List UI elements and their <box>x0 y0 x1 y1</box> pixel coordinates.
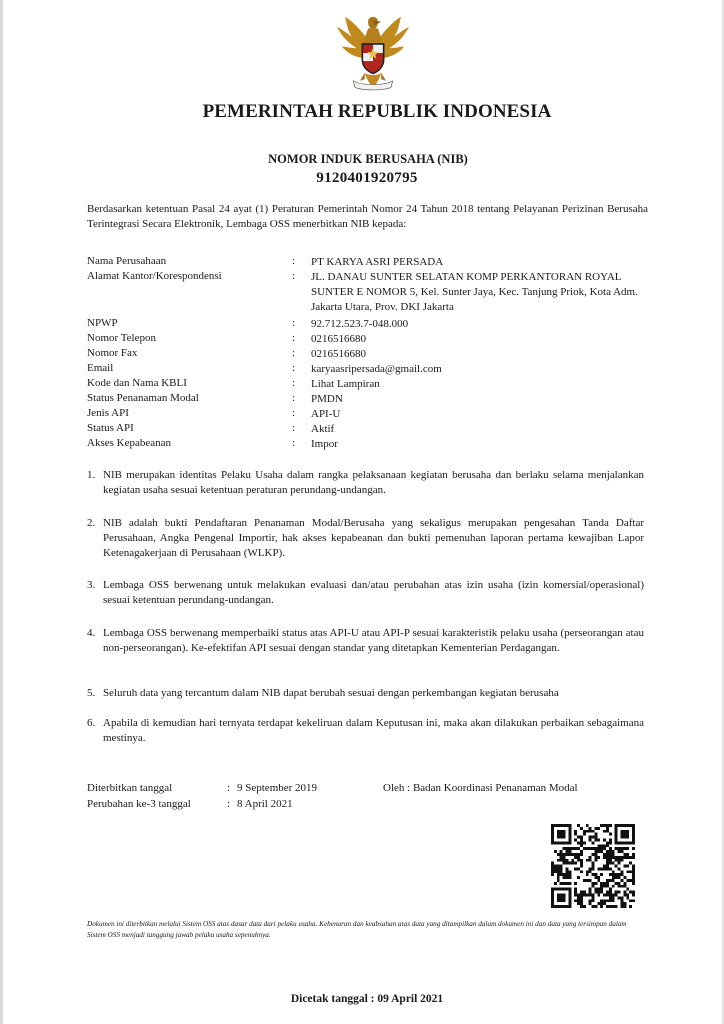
field-value: karyaasripersada@gmail.com <box>311 363 442 375</box>
issued-row <box>87 782 647 797</box>
field-value: PT KARYA ASRI PERSADA <box>311 256 444 268</box>
note-text: NIB merupakan identitas Pelaku Usaha dalam rangka pelaksanaan kegiatan berusaha dan berlaku selama menjalankan kegiatan usaha sesuai ketentuan peraturan perundang-undangan. <box>103 469 644 496</box>
document-title: NOMOR INDUK BERUSAHA (NIB) <box>268 152 468 166</box>
field-colon: : <box>292 347 296 359</box>
field-row <box>87 437 657 452</box>
field-label: Email <box>87 362 114 374</box>
issued-date: 9 September 2019 <box>237 782 318 794</box>
note-number: 6. <box>87 717 96 729</box>
note-number: 5. <box>87 687 96 699</box>
issuer: Oleh : Badan Koordinasi Penanaman Modal <box>383 782 578 794</box>
field-row <box>87 347 657 362</box>
note-text: NIB adalah bukti Pendaftaran Penanaman Modal/Berusaha yang sekaligus merupakan pengesahan Tanda Daftar Perusahaan, Angka Pengenal Importir, hak akses kepabeanan dan bukti pemenuhan laporan pertama kewajiban Lapor Ketenagakerjaan di Perusahaan (WLKP). <box>103 517 644 559</box>
note-text: Apabila di kemudian hari ternyata terdapat kekeliruan dalam Keputusan ini, maka akan dilakukan perbaikan sebagaimana mestinya. <box>103 717 644 744</box>
field-colon: : <box>292 255 296 267</box>
field-label: Nama Perusahaan <box>87 255 167 267</box>
field-colon: : <box>292 407 296 419</box>
field-label: Nomor Telepon <box>87 332 156 344</box>
field-colon: : <box>292 392 296 404</box>
field-row <box>87 407 657 422</box>
garuda-emblem-icon <box>332 12 414 94</box>
government-title: PEMERINTAH REPUBLIK INDONESIA <box>202 101 552 122</box>
field-label: Kode dan Nama KBLI <box>87 377 187 389</box>
field-value: PMDN <box>311 393 343 405</box>
intro-paragraph: Berdasarkan ketentuan Pasal 24 ayat (1) Peraturan Pemerintah Nomor 24 Tahun 2018 tentang Pelayanan Perizinan Berusaha Terintegrasi Secara Elektronik, Lembaga OSS menerbitkan NIB kepada: <box>87 203 648 230</box>
change-row <box>87 798 647 813</box>
field-row <box>87 362 657 377</box>
field-colon: : <box>292 317 296 329</box>
field-value: API-U <box>311 408 341 420</box>
field-colon: : <box>292 332 296 344</box>
disclaimer: Dokumen ini diterbitkan melalui Sistem OSS atas dasar data dari pelaku usaha. Kebenaran dan keabsahan atas data yang ditampilkan dalam dokumen ini dan data yang tersimpan dalam Sistem OSS menjadi tanggung jawab pelaku usaha sepenuhnya. <box>87 920 627 939</box>
field-row <box>87 255 657 270</box>
field-label: Status API <box>87 422 134 434</box>
field-colon: : <box>292 270 296 282</box>
note-text: Seluruh data yang tercantum dalam NIB dapat berubah sesuai dengan perkembangan kegiatan berusaha <box>103 687 559 699</box>
note-text: Lembaga OSS berwenang memperbaiki status atas API-U atau API-P sesuai karakteristik pelaku usaha (perseorangan atau non-perseorangan). Ke-efektifan API sesuai dengan standar yang ditetapkan Kementerian Perdagangan. <box>103 627 644 654</box>
field-label: Alamat Kantor/Korespondensi <box>87 270 222 282</box>
change-date: 8 April 2021 <box>237 798 293 810</box>
field-label: Nomor Fax <box>87 347 138 359</box>
note-number: 1. <box>87 469 96 481</box>
change-label: Perubahan ke-3 tanggal <box>87 798 191 810</box>
field-colon: : <box>292 377 296 389</box>
field-colon: : <box>292 362 296 374</box>
qr-code-icon <box>551 824 635 908</box>
issuance-block <box>87 782 647 814</box>
field-row <box>87 422 657 437</box>
field-value: 0216516680 <box>311 348 366 360</box>
field-value: 92.712.523.7-048.000 <box>311 318 409 330</box>
field-label: NPWP <box>87 317 118 329</box>
note-text: Lembaga OSS berwenang untuk melakukan evaluasi dan/atau perubahan atas izin usaha (izin komersial/operasional) sesuai ketentuan perundang-undangan. <box>103 579 644 606</box>
field-value: Impor <box>311 438 338 450</box>
note-number: 4. <box>87 627 96 639</box>
field-row <box>87 317 657 332</box>
field-row <box>87 377 657 392</box>
field-row <box>87 392 657 407</box>
change-colon: : <box>227 798 231 810</box>
field-colon: : <box>292 422 296 434</box>
issued-label: Diterbitkan tanggal <box>87 782 173 794</box>
note-number: 3. <box>87 579 96 591</box>
field-row <box>87 332 657 347</box>
printed-date: Dicetak tanggal : 09 April 2021 <box>290 993 444 1005</box>
field-colon: : <box>292 437 296 449</box>
field-value: Aktif <box>311 423 335 435</box>
field-value: Lihat Lampiran <box>311 378 380 390</box>
note-number: 2. <box>87 517 96 529</box>
field-row <box>87 270 657 316</box>
field-label: Jenis API <box>87 407 129 419</box>
field-value: 0216516680 <box>311 333 366 345</box>
field-value: JL. DANAU SUNTER SELATAN KOMP PERKANTORAN ROYAL SUNTER E NOMOR 5, Kel. Sunter Jaya, Kec. Tanjung Priok, Kota Adm. Jakarta Utara, Prov. DKI Jakarta <box>311 271 638 313</box>
nib-number: 9120401920795 <box>316 170 418 186</box>
issued-colon: : <box>227 782 231 794</box>
field-label: Akses Kepabeanan <box>87 437 171 449</box>
field-label: Status Penanaman Modal <box>87 392 199 404</box>
